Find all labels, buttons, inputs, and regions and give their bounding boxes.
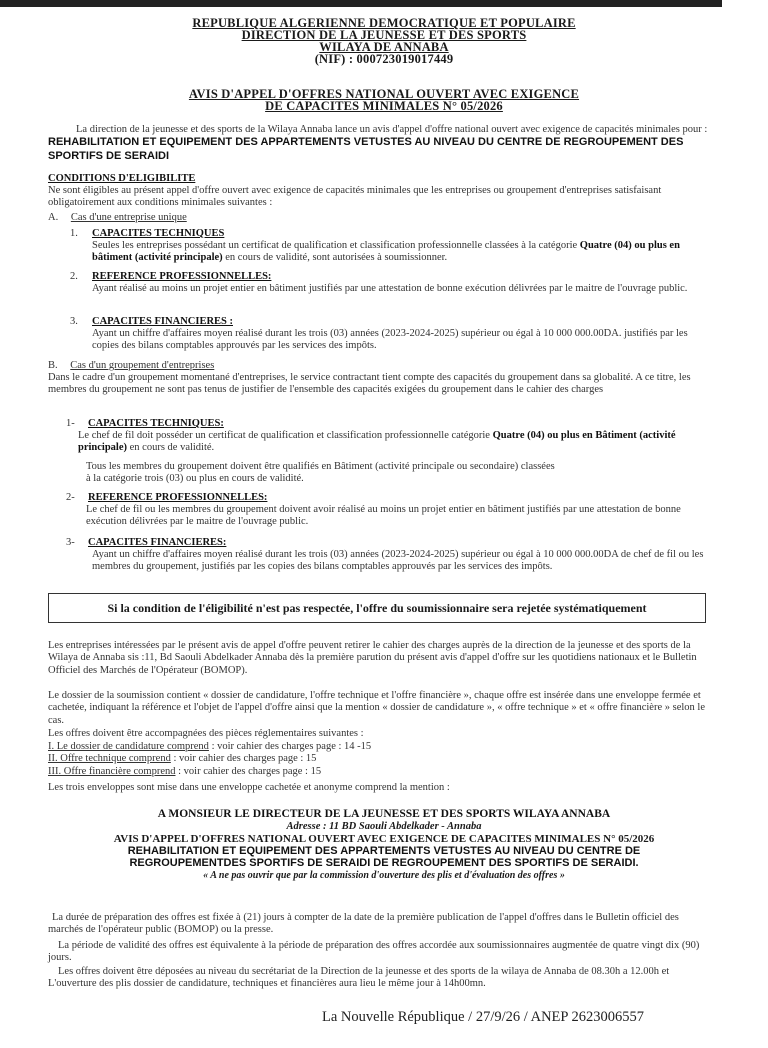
documents-intro: Les offres doivent être accompagnées des pièces réglementaires suivantes : xyxy=(48,728,364,739)
case-b-label: B. xyxy=(48,360,58,371)
address-notice-title: AVIS D'APPEL D'OFFRES NATIONAL OUVERT AVEC EXIGENCE DE CAPACITES MINIMALES N° 05/2026 xyxy=(113,832,655,845)
case-a-item-3-num: 3. xyxy=(70,316,78,327)
header-nif: (NIF) : 000723019017449 xyxy=(314,52,454,66)
documents-item-3-label: III. Offre financière comprend xyxy=(48,765,176,777)
withdrawal-paragraph: Les entreprises intéressées par le présent avis de appel d'offre peuvent retirer le cahier des charges auprès de la direction de la jeunesse et des sports de la Wilaya de Annaba sis :11, Bd Saouli Abdelkader Annaba dès la première parution du présent avis d'appel d'offre sur les quotidiens nationaux et le Bulletin Officiel des Marchés de l'Opérateur (BOMOP). xyxy=(48,640,697,676)
case-a-label: A. xyxy=(48,212,59,223)
publication-footer: La Nouvelle République / 27/9/26 / ANEP 2623006557 xyxy=(322,1009,645,1025)
header-wilaya: WILAYA DE ANNABA xyxy=(319,40,449,54)
case-a-item-1-text-b: en cours de validité, sont autorisées à soumissionner. xyxy=(222,252,448,264)
eligibility-text: Ne sont éligibles au présent appel d'offre ouvert avec exigence de capacités minimales que les entreprises ou groupement d'entreprises satisfaisant obligatoirement aux conditions minimales suivantes : xyxy=(48,185,662,209)
header-direction: DIRECTION DE LA JEUNESSE ET DES SPORTS xyxy=(241,28,527,42)
case-b-item-2-title: REFERENCE PROFESSIONNELLES: xyxy=(88,492,268,503)
case-a-heading xyxy=(48,212,710,224)
eligibility-warning-text: Si la condition de l'éligibilité n'est pas respectée, l'offre du soumissionnaire sera rejetée systématiquement xyxy=(107,600,647,615)
envelope-paragraph: Les trois enveloppes sont mise dans une enveloppe cachetée et anonyme comprend la mention : xyxy=(48,782,450,793)
header-block xyxy=(0,17,768,65)
address-object-line-1: REHABILITATION ET EQUIPEMENT DES APPARTEMENTS VETUSTES AU NIVEAU DU CENTRE DE xyxy=(127,844,641,857)
case-a-item-1-text-a: Seules les entreprises possédant un certificat de qualification et classification professionnelle classées à la catégorie xyxy=(92,240,580,251)
case-a-item-2-num: 2. xyxy=(70,271,78,282)
case-a-item-3-text: Ayant un chiffre d'affaires moyen réalisé durant les trois (03) années (2023-2024-2025) supérieur ou égal à 10 000 000.00DA. justifiés par les copies des bilans comptables approuvés par les services des impôts. xyxy=(92,328,688,352)
documents-item-2-text: : voir cahier des charges page : 15 xyxy=(170,753,317,765)
case-b-item-1-text xyxy=(78,430,698,455)
notice-title xyxy=(0,88,768,112)
case-b-title: Cas d'un groupement d'entreprises xyxy=(70,360,215,371)
case-b-item-3-title: CAPACITES FINANCIERES: xyxy=(88,537,227,548)
documents-item-1-text: : voir cahier des charges page : 14 -15 xyxy=(208,741,372,752)
case-b-item-3-num: 3- xyxy=(66,537,75,548)
address-do-not-open: « A ne pas ouvrir que par la commission d'ouverture des plis et d'évaluation des offres » xyxy=(203,869,565,881)
title-line-2: DE CAPACITES MINIMALES N° 05/2026 xyxy=(265,99,503,113)
intro-object: REHABILITATION ET EQUIPEMENT DES APPARTEMENTS VETUSTES AU NIVEAU DU CENTRE DE REGROUPEMENT DES SPORTIFS DE SERAIDI xyxy=(48,136,684,162)
case-b-text: Dans le cadre d'un groupement momentané d'entreprises, le service contractant tient compte des capacités du groupement dans sa globalité. A ce titre, les membres du groupement ne sont pas tenus de justifier de l'ensemble des capacités exigées du groupement dans le cahier des charges xyxy=(48,372,691,396)
case-a-item-1-title: CAPACITES TECHNIQUES xyxy=(92,228,225,239)
address-recipient: A MONSIEUR LE DIRECTEUR DE LA JEUNESSE ET DES SPORTS WILAYA ANNABA xyxy=(157,808,611,820)
case-b-item-1-extra: Tous les membres du groupement doivent être qualifiés en Bâtiment (activité principale ou secondaire) classées à la catégorie trois (03) ou plus en cours de validité. xyxy=(86,461,555,485)
duration-paragraph: La durée de préparation des offres est fixée à (21) jours à compter de la date de la première publication de l'appel d'offres dans le Bulletin officiel des marchés de l'opérateur public (BOMOP) ou la presse. xyxy=(48,912,679,936)
intro-paragraph xyxy=(48,124,710,163)
documents-list-item xyxy=(48,766,710,778)
case-b-item-1-title: CAPACITES TECHNIQUES: xyxy=(88,418,224,429)
case-b-item-2-text: Le chef de fil ou les membres du groupement doivent avoir réalisé au moins un projet entier en bâtiment justifiés par une attestation de bonne exécution délivrées par le maitre de l'ouvrage public. xyxy=(86,504,681,528)
address-block xyxy=(0,808,768,882)
case-b-item-2-num: 2- xyxy=(66,492,75,503)
case-a-item-2-text: Ayant réalisé au moins un projet entier en bâtiment justifiés par une attestation de bonne exécution délivrées par le maitre de l'ouvrage public. xyxy=(92,283,688,294)
address-line: Adresse : 11 BD Saouli Abdelkader - Annaba xyxy=(286,820,482,832)
address-object-line-2: REGROUPEMENTDES SPORTIFS DE SERAIDI DE REGROUPEMENT DES SPORTIFS DE SERAIDI. xyxy=(129,857,639,869)
case-b-item-1-num: 1- xyxy=(66,418,75,429)
case-a-item-3-title: CAPACITES FINANCIERES : xyxy=(92,316,233,327)
case-a-item-1-num: 1. xyxy=(70,228,78,239)
eligibility-heading: CONDITIONS D'ELIGIBILITE xyxy=(48,173,196,184)
case-a-item-1-bold: Quatre (04) ou plus en bâtiment (activité principale) xyxy=(92,240,680,264)
case-b-item-1-text-a: Le chef de fil doit posséder un certificat de qualification et classification professionnelle catégorie xyxy=(78,430,493,441)
eligibility-warning-box xyxy=(48,593,706,623)
case-a-title: Cas d'une entreprise unique xyxy=(70,212,187,223)
documents-list-item xyxy=(48,753,710,765)
header-republic: REPUBLIQUE ALGERIENNE DEMOCRATIQUE ET POPULAIRE xyxy=(192,16,576,30)
validity-paragraph: La période de validité des offres est équivalente à la période de préparation des offres accordée aux soumissionnaires augmentée de quatre vingt dix (90) jours. xyxy=(48,940,700,964)
case-b-item-3-text: Ayant un chiffre d'affaires moyen réalisé durant les trois (03) années (2023-2024-2025) supérieur ou égal à 10 000 000.00DA de chef de fil ou les membres du groupement, justifiés par les copies des bilans comptables approuvés par les services des impôts. xyxy=(92,549,704,573)
documents-item-1-label: I. Le dossier de candidature comprend xyxy=(48,741,209,752)
case-b-heading xyxy=(48,360,710,372)
documents-item-3-text: : voir cahier des charges page : 15 xyxy=(175,765,322,777)
case-b-item-1-bold: Quatre (04) ou plus en Bâtiment (activité principale) xyxy=(78,430,676,454)
case-a-item-2-title: REFERENCE PROFESSIONNELLES: xyxy=(92,271,272,282)
documents-item-2-label: II. Offre technique comprend xyxy=(48,753,171,765)
deposit-paragraph: Les offres doivent être déposées au niveau du secrétariat de la Direction de la jeunesse et des sports de la wilaya de Annaba de 08.30h a 12.00h et L'ouverture des plis dossier de candidature, techniques et financières aura lieu le même jour à 14h00mn. xyxy=(48,966,670,990)
case-a-item-1-text xyxy=(92,240,707,265)
intro-text: La direction de la jeunesse et des sports de la Wilaya Annaba lance un avis d'appel d'offre national ouvert avec exigence de capacités minimales pour : xyxy=(76,124,708,135)
submission-paragraph: Le dossier de la soumission contient « dossier de candidature, l'offre technique et l'offre financière », chaque offre est insérée dans une enveloppe fermée et cachetée, indiquant la référence et l'objet de l'appel d'offre ainsi que la mention « dossier de candidature », « offre technique » et « offre financière » selon le cas. xyxy=(48,690,705,726)
case-b-item-1-text-b: en cours de validité. xyxy=(127,442,215,454)
title-line-1: AVIS D'APPEL D'OFFRES NATIONAL OUVERT AVEC EXIGENCE xyxy=(188,87,580,101)
documents-list xyxy=(48,741,710,778)
documents-list-item xyxy=(48,741,710,753)
